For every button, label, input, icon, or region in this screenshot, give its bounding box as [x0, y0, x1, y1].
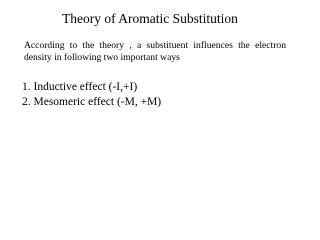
- list-item-mesomeric-effect: 2. Mesomeric effect (-M, +M): [22, 96, 162, 108]
- intro-paragraph: According to the theory , a substituent influences the electron density in following two important ways: [24, 40, 286, 63]
- effects-list: [22, 80, 282, 110]
- slide-title: Theory of Aromatic Substitution: [62, 11, 238, 26]
- list-item-inductive-effect: 1. Inductive effect (-I,+I): [22, 81, 138, 93]
